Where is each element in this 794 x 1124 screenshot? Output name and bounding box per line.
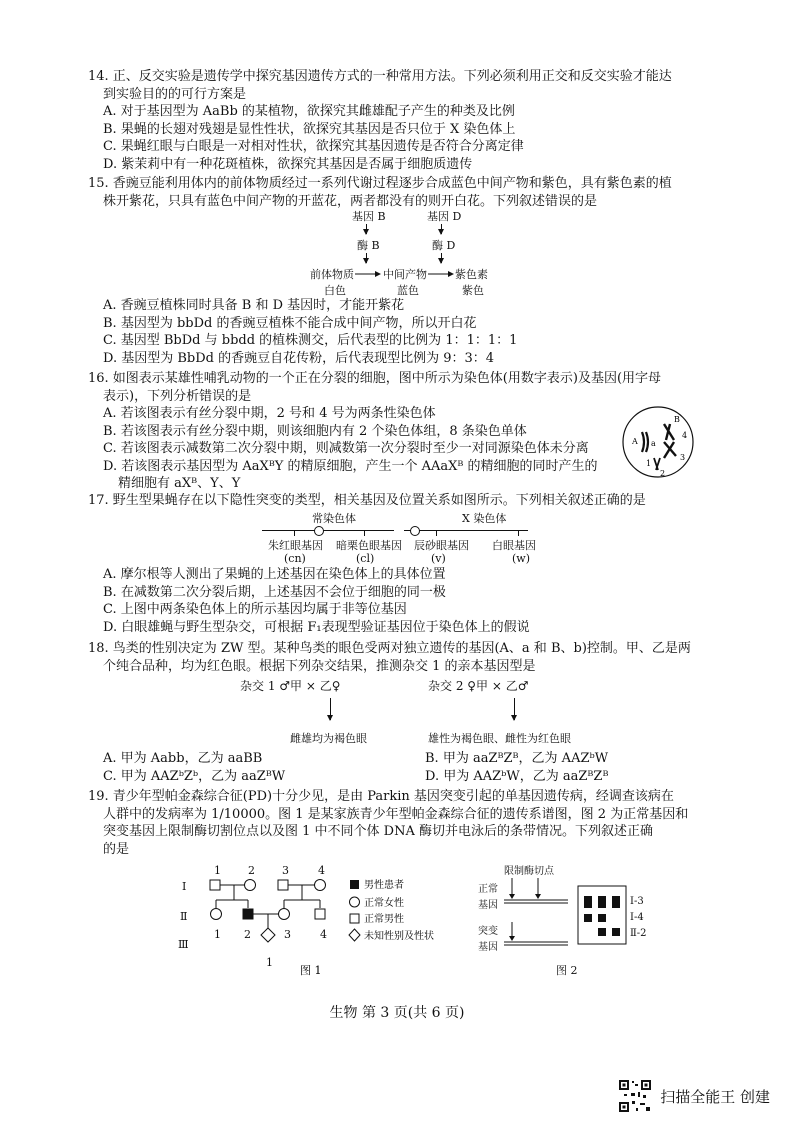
cross-1-label: 杂交 1 ♂甲 × 乙♀ bbox=[240, 679, 341, 693]
q14-option-b: B. 果蝇的长翅对残翅是显性性状，欲探究其基因是否只位于 X 染色体上 bbox=[103, 121, 516, 137]
gene-cl-name: 暗栗色眼基因 bbox=[336, 539, 402, 552]
arrow-gene-b bbox=[366, 224, 367, 234]
scanner-watermark bbox=[618, 1079, 770, 1113]
q14-option-c: C. 果蝇红眼与白眼是一对相对性状，欲探究其基因遗传是否符合分离定律 bbox=[103, 139, 524, 154]
band bbox=[584, 914, 592, 922]
autosome-centromere bbox=[314, 526, 324, 536]
q15-stem: 15. 香豌豆能利用体内的前体物质经过一系列代谢过程逐步合成蓝色中间产物和紫色，具有紫色素的植 bbox=[88, 176, 672, 191]
lane-II2-label: Ⅱ-2 bbox=[630, 928, 647, 939]
q17-option-c: C. 上图中两条染色体上的所示基因均属于非等位基因 bbox=[103, 602, 407, 617]
legend-normal-male-icon bbox=[350, 914, 359, 923]
gene-v-symbol: (v) bbox=[431, 552, 446, 565]
generation-III-label: Ⅲ bbox=[178, 938, 189, 951]
q16-stem-cont: 表示)，下列分析错误的是 bbox=[103, 388, 252, 404]
q17-option-b: B. 在减数第二次分裂后期，上述基因不会位于细胞的同一极 bbox=[103, 584, 446, 600]
ind-II2-affected-male bbox=[243, 909, 253, 919]
q18-option-a: A. 甲为 Aabb，乙为 aaBB bbox=[103, 751, 263, 766]
scanner-text: 扫描全能王 创建 bbox=[660, 1087, 770, 1106]
arrow-gene-d bbox=[441, 224, 442, 234]
generation-II-label: Ⅱ bbox=[180, 910, 188, 923]
question-14 bbox=[88, 68, 688, 173]
question-18 bbox=[88, 640, 691, 675]
legend-normal-female-icon bbox=[350, 897, 360, 907]
restriction-figure-2 bbox=[478, 862, 658, 982]
cross-2-arrow bbox=[514, 698, 515, 720]
x-chromosome-label: X 染色体 bbox=[462, 512, 507, 525]
q14-stem: 14. 正、反交实验是遗传学中探究基因遗传方式的一种常用方法。下列必须利用正交和反交实验才能达 bbox=[88, 69, 672, 84]
q19-stem-1: 19. 青少年型帕金森综合征(PD)十分少见，是由 Parkin 基因突变引起的单基因遗传病，经调查该病在 bbox=[88, 789, 674, 804]
intermediate-label: 中间产物 bbox=[383, 268, 427, 281]
gene-w-symbol: (w) bbox=[512, 552, 530, 565]
q16-cell-diagram bbox=[620, 404, 696, 480]
enzyme-d-label: 酶 D bbox=[432, 239, 456, 252]
band bbox=[598, 914, 606, 922]
cross-2-result: 雄性为褐色眼、雌性为红色眼 bbox=[428, 732, 571, 745]
question-17 bbox=[88, 492, 688, 510]
legend-normal-female: 正常女性 bbox=[364, 898, 404, 909]
q14-option-d: D. 紫茉莉中有一种花斑植株，欲探究其基因是否属于细胞质遗传 bbox=[103, 156, 473, 172]
question-16 bbox=[88, 370, 688, 493]
gene-w-name: 白眼基因 bbox=[492, 539, 536, 552]
ind-I4-num: 4 bbox=[318, 864, 325, 877]
mutant-label: 突变 bbox=[478, 926, 498, 937]
gene-label-2: 基因 bbox=[478, 942, 498, 953]
legend-unknown: 未知性别及性状 bbox=[364, 931, 434, 942]
ind-II4-num: 4 bbox=[320, 928, 327, 941]
cross-1-arrow bbox=[330, 698, 331, 720]
cell-label-A: A bbox=[632, 437, 638, 446]
qr-code-icon bbox=[618, 1079, 652, 1113]
q18-option-c: C. 甲为 AAZᵇZᵇ，乙为 aaZᴮW bbox=[103, 768, 286, 784]
enzyme-b-label: 酶 B bbox=[357, 239, 380, 252]
question-19 bbox=[88, 788, 688, 858]
ind-II1-num: 1 bbox=[214, 928, 221, 941]
legend-unknown-icon bbox=[349, 929, 360, 941]
q15-options bbox=[88, 297, 688, 367]
cell-label-4: 4 bbox=[682, 431, 688, 440]
ind-III1-unknown bbox=[261, 928, 275, 942]
q18-options-right bbox=[425, 750, 725, 785]
white-color-label: 白色 bbox=[324, 284, 346, 297]
question-15 bbox=[88, 175, 688, 210]
gene-d-label: 基因 D bbox=[427, 210, 462, 223]
q18-stem: 18. 鸟类的性别决定为 ZW 型。某种鸟类的眼色受两对独立遗传的基因(A、a 和 B、b)控制。甲、乙是两 bbox=[88, 641, 691, 656]
arrow-enzyme-b bbox=[366, 253, 367, 263]
ind-I2-num: 2 bbox=[248, 864, 255, 877]
ind-I4-normal-female bbox=[315, 880, 326, 891]
q15-option-b: B. 基因型为 bbDd 的香豌豆植株不能合成中间产物，所以开白花 bbox=[103, 315, 477, 331]
autosome-label: 常染色体 bbox=[312, 512, 356, 525]
q17-options bbox=[88, 566, 688, 636]
q17-option-d: D. 白眼雄蝇与野生型杂交，可根据 F₁表现型验证基因位于染色体上的假说 bbox=[103, 619, 530, 635]
figure-2-caption: 图 2 bbox=[556, 964, 578, 977]
gene-label-1: 基因 bbox=[478, 900, 498, 911]
tick-cl bbox=[364, 530, 365, 536]
q19-stem-2: 人群中的发病率为 1/10000。图 1 是某家族青少年型帕金森综合征的遗传系谱图，图 2 为正常基因和 bbox=[103, 806, 689, 822]
normal-label: 正常 bbox=[478, 884, 498, 895]
q15-option-d: D. 基因型为 BbDd 的香豌豆自花传粉，后代表现型比例为 9：3：4 bbox=[103, 350, 495, 366]
cell-label-3: 3 bbox=[680, 453, 686, 462]
generation-I-label: Ⅰ bbox=[182, 880, 187, 893]
pedigree-figure-1 bbox=[180, 862, 470, 982]
gene-b-label: 基因 B bbox=[352, 210, 386, 223]
ind-II2-num: 2 bbox=[244, 928, 251, 941]
band bbox=[598, 896, 606, 908]
ind-I1-normal-male bbox=[210, 880, 220, 890]
cell-label-2: 2 bbox=[660, 469, 666, 478]
purple-pigment-label: 紫色素 bbox=[455, 268, 488, 281]
cell-label-1: 1 bbox=[646, 459, 652, 468]
ind-I2-normal-female bbox=[245, 880, 256, 891]
legend-affected-male-icon bbox=[350, 880, 359, 889]
ind-II4-normal-male bbox=[315, 909, 325, 919]
band bbox=[584, 896, 592, 908]
q14-option-a: A. 对于基因型为 AaBb 的某植物，欲探究其雌雄配子产生的种类及比例 bbox=[103, 104, 515, 119]
cell-label-B: B bbox=[674, 415, 680, 424]
q15-option-c: C. 基因型 BbDd 与 bbdd 的植株测交，后代表型的比例为 1：1：1：1 bbox=[103, 333, 518, 348]
q16-stem: 16. 如图表示某雄性哺乳动物的一个正在分裂的细胞，图中所示为染色体(用数字表示)及基因(用字母 bbox=[88, 371, 662, 386]
ind-II3-normal-female bbox=[279, 909, 290, 920]
q18-option-d: D. 甲为 AAZᵇW，乙为 aaZᴮZᴮ bbox=[425, 768, 609, 784]
precursor-label: 前体物质 bbox=[310, 268, 354, 281]
q16-option-c: C. 若该图表示减数第二次分裂中期，则减数第一次分裂时至少一对同源染色体未分离 bbox=[103, 441, 589, 456]
violet-color-label: 紫色 bbox=[462, 284, 484, 297]
x-chromosome-line bbox=[404, 530, 528, 531]
legend-normal-male: 正常男性 bbox=[364, 914, 404, 925]
page-footer: 生物 第 3 页(共 6 页) bbox=[329, 1005, 465, 1021]
cross-1-result: 雌雄均为褐色眼 bbox=[290, 732, 367, 745]
ind-II1-normal-female bbox=[211, 909, 222, 920]
blue-color-label: 蓝色 bbox=[397, 284, 419, 297]
band bbox=[612, 928, 620, 936]
gene-cn-name: 朱红眼基因 bbox=[268, 539, 323, 552]
x-centromere bbox=[410, 526, 420, 536]
cross-2-label: 杂交 2 ♀甲 × 乙♂ bbox=[428, 679, 529, 693]
q19-stem-4: 的是 bbox=[103, 841, 130, 857]
figure-1-caption: 图 1 bbox=[300, 964, 322, 977]
band bbox=[612, 896, 620, 908]
ind-I3-num: 3 bbox=[282, 864, 289, 877]
q16-option-d: D. 若该图表示基因型为 AaXᴮY 的精原细胞，产生一个 AAaXᴮ 的精细胞的同时产生的 bbox=[103, 458, 598, 474]
q15-option-a: A. 香豌豆植株同时具备 B 和 D 基因时，才能开紫花 bbox=[103, 298, 405, 313]
q17-stem: 17. 野生型果蝇存在以下隐性突变的类型，相关基因及位置关系如图所示。下列相关叙述正确的是 bbox=[88, 493, 646, 508]
arrow-intermediate-to-purple bbox=[428, 270, 454, 278]
cell-label-a: a bbox=[651, 439, 656, 448]
ind-III1-num: 1 bbox=[266, 956, 273, 969]
arrow-enzyme-d bbox=[441, 253, 442, 263]
tick-cn bbox=[294, 530, 295, 536]
ind-I1-num: 1 bbox=[214, 864, 221, 877]
gene-cn-symbol: (cn) bbox=[284, 552, 306, 565]
q15-stem-cont: 株开紫花，只具有蓝色中间产物的开蓝花，两者都没有的则开白花。下列叙述错误的是 bbox=[103, 193, 598, 209]
lane-I3-label: Ⅰ-3 bbox=[630, 896, 644, 907]
arrow-precursor-to-intermediate bbox=[355, 270, 381, 278]
tick-w bbox=[518, 530, 519, 536]
ind-I3-normal-male bbox=[278, 880, 288, 890]
legend-affected-male: 男性患者 bbox=[364, 880, 404, 891]
tick-v bbox=[436, 530, 437, 536]
ind-II3-num: 3 bbox=[284, 928, 291, 941]
lane-I4-label: Ⅰ-4 bbox=[630, 912, 644, 923]
cut-site-label: 限制酶切点 bbox=[504, 866, 554, 877]
gene-v-name: 辰砂眼基因 bbox=[414, 539, 469, 552]
q16-option-d-cont: 精细胞有 aXᴮ、Y、Y bbox=[118, 476, 241, 491]
q16-option-a: A. 若该图表示有丝分裂中期，2 号和 4 号为两条性染色体 bbox=[103, 406, 436, 421]
q17-option-a: A. 摩尔根等人测出了果蝇的上述基因在染色体上的具体位置 bbox=[103, 567, 446, 582]
autosome-line bbox=[262, 530, 394, 531]
band bbox=[598, 928, 606, 936]
gene-cl-symbol: (cl) bbox=[356, 552, 375, 565]
q18-option-b: B. 甲为 aaZᴮZᴮ，乙为 AAZᵇW bbox=[425, 751, 609, 766]
q14-stem-cont: 到实验目的的可行方案是 bbox=[103, 86, 247, 102]
q16-option-b: B. 若该图表示有丝分裂中期，则该细胞内有 2 个染色体组，8 条染色单体 bbox=[103, 423, 527, 439]
q18-stem-cont: 个纯合品种，均为红色眼。根据下列杂交结果，推测杂交 1 的亲本基因型是 bbox=[103, 658, 536, 674]
q19-stem-3: 突变基因上限制酶切割位点以及图 1 中不同个体 DNA 酶切并电泳后的条带情况。下列叙述正确 bbox=[103, 824, 653, 839]
